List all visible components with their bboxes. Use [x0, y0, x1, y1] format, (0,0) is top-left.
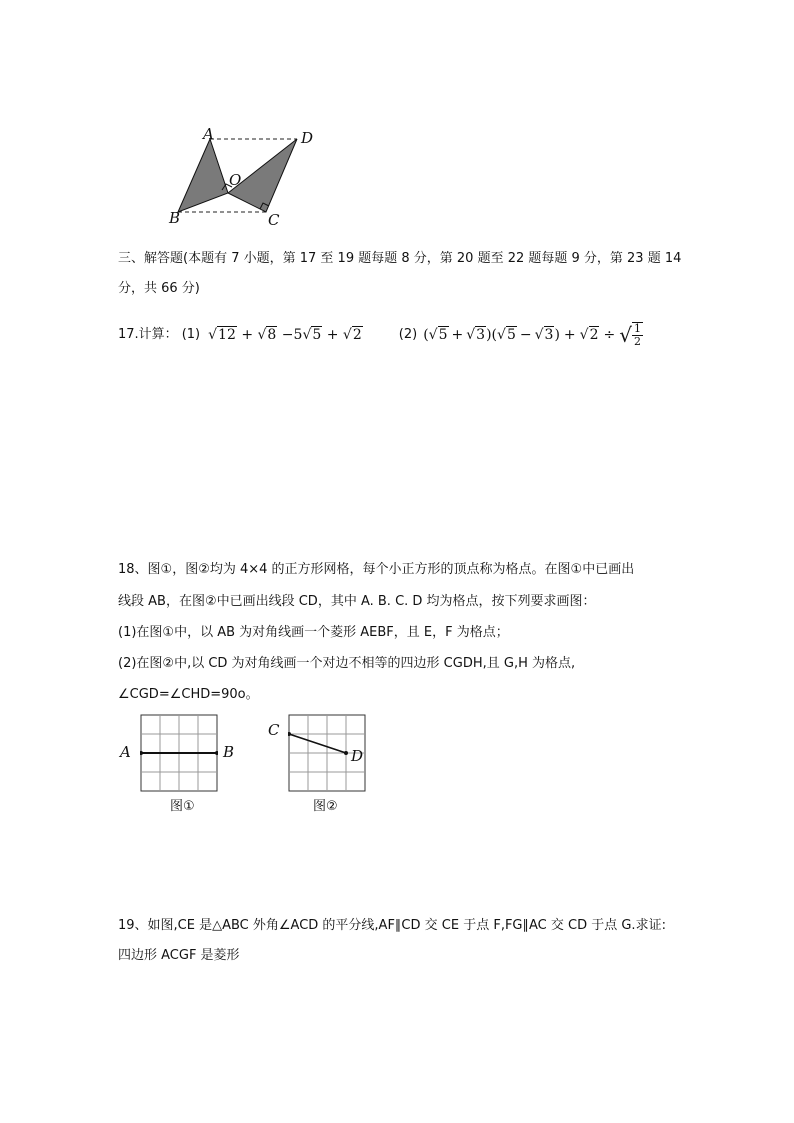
triangle-abo — [178, 139, 228, 212]
fig2-label-c: C — [268, 721, 280, 739]
label-o: O — [229, 171, 242, 189]
grid-figure-1 — [140, 714, 218, 792]
q17-part1-label: (1) — [181, 327, 201, 342]
q17-part2-label: (2) — [398, 327, 418, 342]
q18-line4: (2)在图②中,以 CD 为对角线画一个对边不相等的四边形 CGDH,且 G,H 为格点, — [118, 656, 576, 671]
q18-line2: 线段 AB，在图②中已画出线段 CD，其中 A. B. C. D 均为格点，按下列要求画图： — [118, 594, 596, 609]
label-d: D — [301, 129, 314, 147]
section-heading-line1: 三、解答题(本题有 7 小题，第 17 至 19 题每题 8 分，第 20 题至 22 题每题 9 分，第 23 题 14 — [118, 251, 682, 266]
q17-part1-expression: √12 + √8 −5√5 + √2 — [208, 327, 362, 343]
section-heading-line2: 分，共 66 分) — [118, 281, 200, 296]
q19-line1: 19、如图,CE 是△ABC 外角∠ACD 的平分线,AF∥CD 交 CE 于点 F,FG∥AC 交 CD 于点 G.求证: — [118, 918, 666, 933]
segment-cd — [289, 734, 346, 753]
q18-line3: (1)在图①中，以 AB 为对角线画一个菱形 AEBF，且 E，F 为格点； — [118, 625, 509, 640]
fig2-caption: 图② — [313, 799, 338, 814]
q19-line2: 四边形 ACGF 是菱形 — [118, 948, 240, 963]
label-b: B — [169, 209, 181, 227]
fig1-label-a: A — [120, 743, 131, 761]
q17-line — [118, 322, 643, 348]
label-a: A — [203, 125, 214, 143]
fig2-label-d: D — [351, 747, 364, 765]
q18-line5: ∠CGD=∠CHD=90o。 — [118, 687, 259, 702]
q18-line1: 18、图①，图②均为 4×4 的正方形网格，每个小正方形的顶点称为格点。在图①中已画出 — [118, 562, 635, 577]
fig1-label-b: B — [223, 743, 235, 761]
q17-prefix: 17.计算： — [118, 327, 178, 342]
q17-part2-expression: ( √5 + √3 )( √5 − √3 ) + √2 ÷ √ $\frac{1}{2}$ — [423, 322, 641, 348]
fig1-caption: 图① — [170, 799, 195, 814]
label-c: C — [268, 211, 280, 229]
